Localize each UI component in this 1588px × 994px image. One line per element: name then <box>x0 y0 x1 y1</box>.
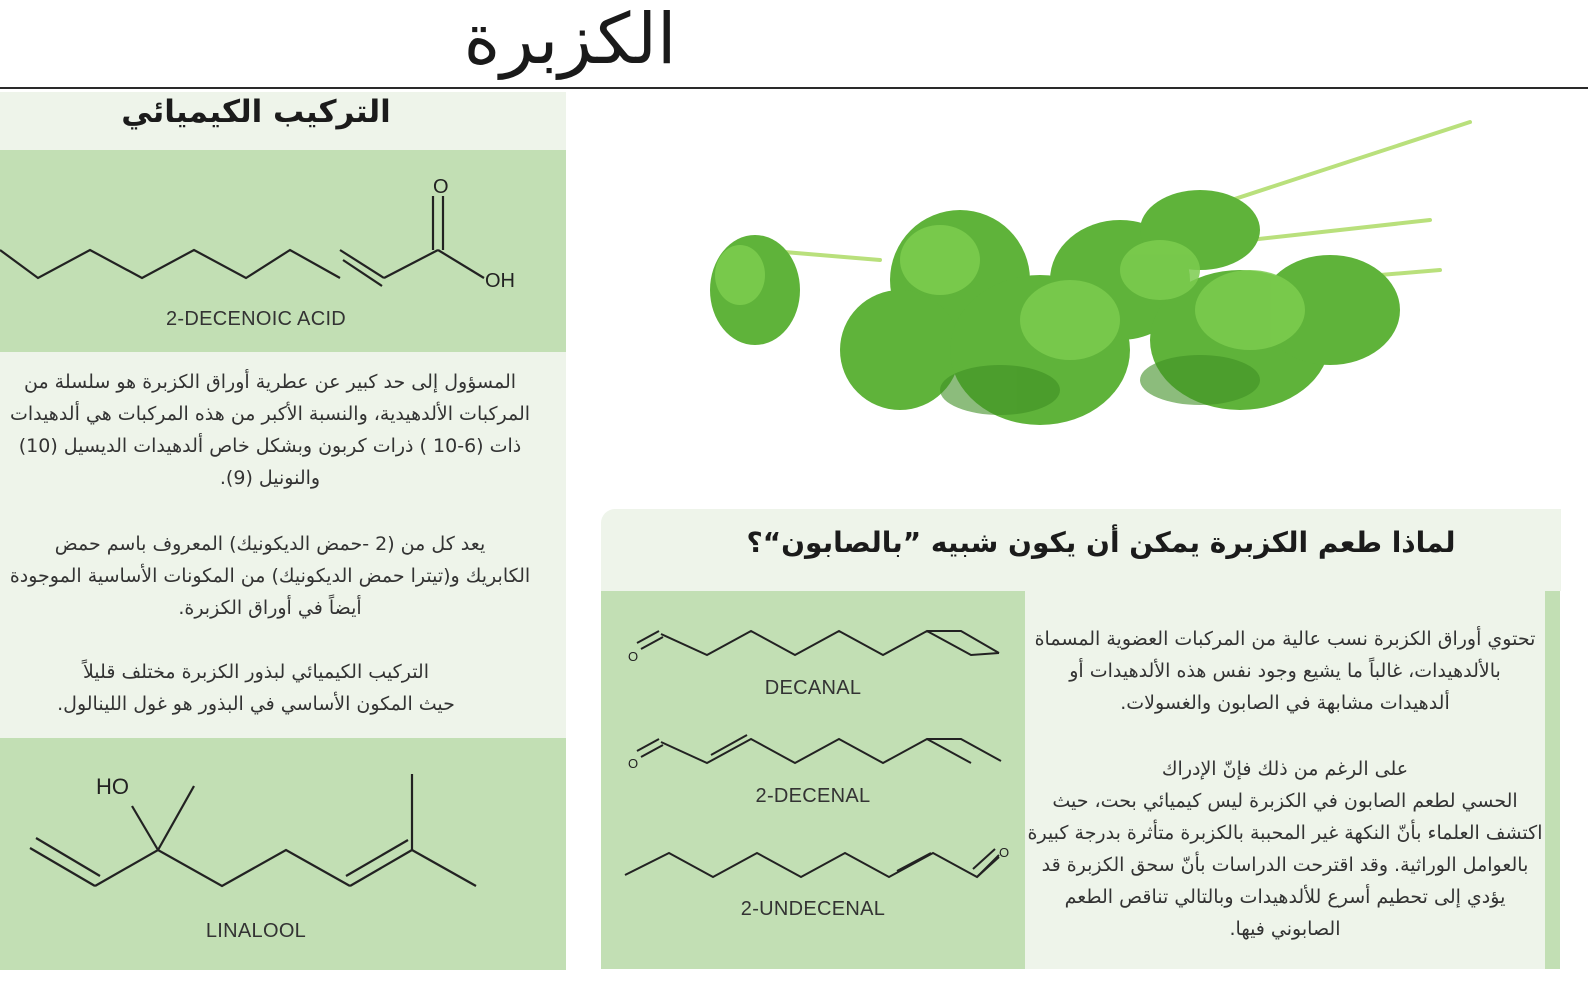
right-paragraph-1: تحتوي أوراق الكزبرة نسب عالية من المركبات العضوية المسماة بالألدهيدات، غالباً ما يشيع وجود نفس هذه الألدهيدات أو ألدهيدات مشابهة في الصابون والغسولات. <box>1034 628 1536 714</box>
aldehyde-oxygen: O <box>628 649 639 664</box>
decenoic-acid-label: 2-DECENOIC ACID <box>165 308 347 330</box>
chemical-composition-heading: التركيب الكيميائي <box>121 94 391 130</box>
hydroxyl-group: HO <box>96 774 129 799</box>
linalool-panel <box>0 738 566 970</box>
left-paragraph-3: التركيب الكيميائي لبذور الكزبرة مختلف قليلاً حيث المكون الأساسي في البذور هو غول اللينالول. <box>57 661 455 715</box>
coriander-leaves-photo <box>640 110 1500 470</box>
soap-taste-heading: لماذا طعم الكزبرة يمكن أن يكون شبيه ”بالصابون“؟ <box>746 526 1456 559</box>
decanal-label: DECANAL <box>764 677 862 699</box>
linalool-label: LINALOOL <box>205 920 307 942</box>
hydroxyl-group: OH <box>485 270 515 292</box>
undecenal-label: 2-UNDECENAL <box>740 898 886 920</box>
title-divider <box>0 87 1588 89</box>
aldehydes-panel <box>601 591 1025 969</box>
oxygen-atom: O <box>433 176 449 198</box>
decenoic-acid-panel <box>0 150 566 352</box>
left-paragraph-2: يعد كل من (2 -حمض الديكونيك) المعروف باسم حمض الكابريك و(تيترا حمض الديكونيك) من المكونات الأساسية الموجودة أيضاً في أوراق الكزبرة. <box>9 533 531 619</box>
right-edge-strip <box>1545 591 1560 969</box>
page-title: الكزبرة <box>463 0 677 80</box>
left-paragraph-1: المسؤول إلى حد كبير عن عطرية أوراق الكزبرة هو سلسلة من المركبات الألدهيدية، والنسبة الأكبر من هذه المركبات هي ألدهيدات ذات (6-10 ) ذرات كربون وبشكل خاص ألدهيدات الديسيل (10) والنونيل (9). <box>9 371 531 489</box>
aldehyde-oxygen: O <box>628 756 639 771</box>
decenal-label: 2-DECENAL <box>755 785 871 807</box>
aldehyde-oxygen: O <box>999 845 1010 860</box>
right-paragraph-2: على الرغم من ذلك فإنّ الإدراك الحسي لطعم الصابون في الكزبرة ليس كيميائي بحت، حيث اكتشف العلماء بأنّ النكهة غير المحببة بالكزبرة متأثرة بدرجة كبيرة بالعوامل الوراثية. وقد اقترحت الدراسات بأنّ سحق الكزبرة قد يؤدي إلى تحطيم أسرع للألدهيدات وبالتالي تناقص الطعم الصابوني فيها. <box>1027 758 1543 940</box>
